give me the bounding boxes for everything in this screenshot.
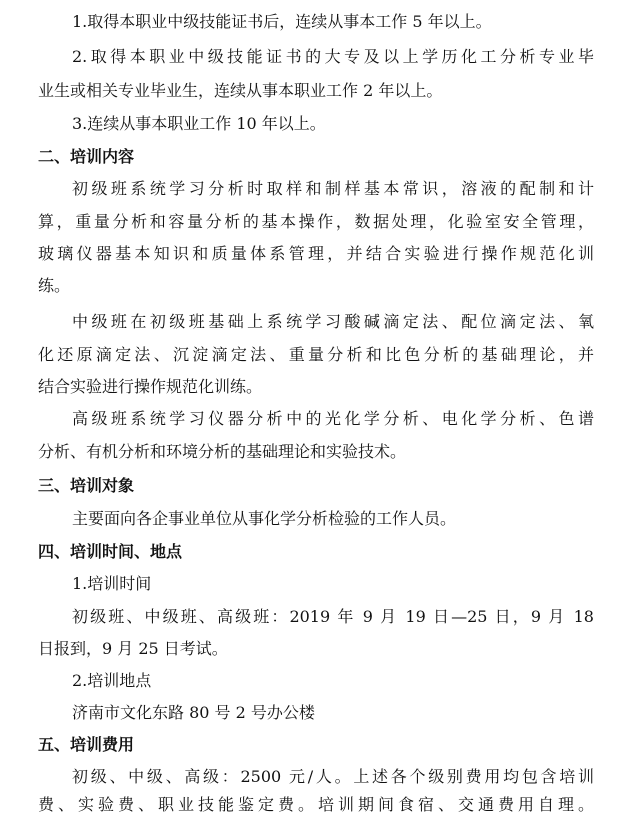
section-heading-training-target: 三、培训对象 [38, 476, 135, 495]
fees-line-1: 初级、中级、高级：2500 元/人。上述各个级别费用均包含培训 [72, 767, 594, 786]
content-paragraph-1-line-3: 玻璃仪器基本知识和质量体系管理，并结合实验进行操作规范化训 [38, 244, 594, 263]
section-heading-training-fees: 五、培训费用 [38, 735, 135, 754]
content-paragraph-2-line-3: 结合实验进行操作规范化训练。 [38, 377, 263, 396]
qualification-item-3: 3.连续从事本职业工作 10 年以上。 [72, 114, 326, 133]
content-paragraph-1-line-4: 练。 [38, 276, 71, 295]
content-paragraph-3-line-1: 高级班系统学习仪器分析中的光化学分析、电化学分析、色谱 [72, 409, 594, 428]
section-heading-training-content: 二、培训内容 [38, 147, 135, 166]
training-time-line-1: 初级班、中级班、高级班：2019 年 9 月 19 日—25 日，9 月 18 [72, 607, 594, 626]
fees-line-2: 费、实验费、职业技能鉴定费。培训期间食宿、交通费用自理。 [38, 795, 594, 814]
subheading-training-location: 2.培训地点 [72, 671, 152, 690]
training-time-line-2: 日报到，9 月 25 日考试。 [38, 639, 228, 658]
qualification-item-2-line-2: 业生或相关专业毕业生，连续从事本职业工作 2 年以上。 [38, 81, 443, 100]
qualification-item-2-line-1: 2.取得本职业中级技能证书的大专及以上学历化工分析专业毕 [72, 47, 594, 66]
content-paragraph-3-line-2: 分析、有机分析和环境分析的基础理论和实验技术。 [38, 442, 407, 461]
target-paragraph: 主要面向各企事业单位从事化学分析检验的工作人员。 [72, 509, 457, 528]
content-paragraph-1-line-2: 算，重量分析和容量分析的基本操作，数据处理，化验室安全管理， [38, 212, 594, 231]
subheading-training-time: 1.培训时间 [72, 574, 152, 593]
content-paragraph-2-line-2: 化还原滴定法、沉淀滴定法、重量分析和比色分析的基础理论，并 [38, 345, 594, 364]
section-heading-time-location: 四、培训时间、地点 [38, 542, 183, 561]
training-location-address: 济南市文化东路 80 号 2 号办公楼 [72, 703, 315, 722]
content-paragraph-1-line-1: 初级班系统学习分析时取样和制样基本常识，溶液的配制和计 [72, 179, 594, 198]
content-paragraph-2-line-1: 中级班在初级班基础上系统学习酸碱滴定法、配位滴定法、氧 [72, 312, 594, 331]
qualification-item-1: 1.取得本职业中级技能证书后，连续从事本工作 5 年以上。 [72, 12, 492, 31]
